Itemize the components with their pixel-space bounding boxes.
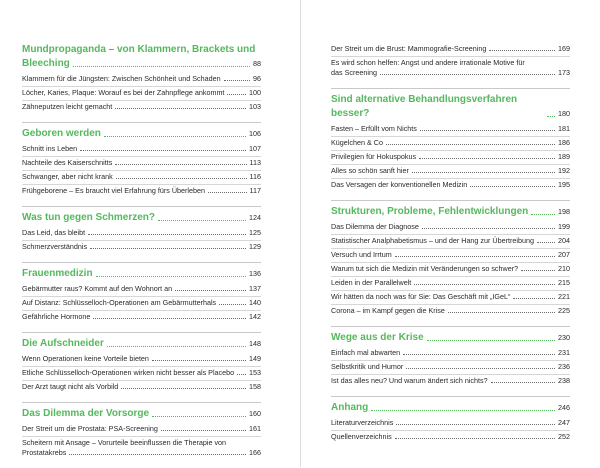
entry-label-line: Es wird schon helfen: Angst und andere irrationale Motive für (331, 58, 525, 67)
page-number: 129 (249, 242, 261, 251)
dot-leader (396, 424, 555, 425)
entry-label: Nachteile des Kaiserschnitts (22, 158, 113, 167)
page-number: 207 (558, 250, 570, 259)
dot-leader (88, 234, 246, 235)
section-title: Geboren werden (22, 128, 101, 139)
entry-label: Der Streit um die Prostata: PSA-Screening (22, 424, 158, 433)
page-number: 192 (558, 166, 570, 175)
toc-section (331, 326, 570, 386)
entry-label: Etliche Schlüsselloch-Operationen wirken nicht besser als Placebo (22, 368, 235, 377)
page-number: 221 (558, 292, 570, 301)
entry-label: Frühgeborene – Es braucht viel Erfahrung fürs Überleben (22, 186, 205, 195)
dot-leader (93, 318, 246, 319)
dot-leader (152, 360, 246, 361)
entry-label: Fasten – Erfüllt vom Nichts (331, 124, 417, 133)
entry-label: Literaturverzeichnis (331, 418, 394, 427)
dot-leader (427, 340, 555, 341)
toc-entry (331, 305, 570, 316)
page-number: 189 (558, 152, 570, 161)
dot-leader (422, 228, 555, 229)
dot-leader (395, 438, 555, 439)
toc-entry (331, 67, 570, 78)
page-number: 148 (249, 339, 261, 348)
page-number: 246 (558, 403, 570, 412)
entry-label: Gefährliche Hormone (22, 312, 91, 321)
section-title: Wege aus der Krise (331, 332, 424, 343)
section-title: Die Aufschneider (22, 338, 104, 349)
toc-entry (22, 87, 261, 101)
toc-entry (22, 185, 261, 196)
section-heading (331, 93, 570, 121)
dot-leader (386, 144, 555, 145)
toc-section (22, 43, 261, 112)
page-number: 88 (253, 59, 261, 68)
section-title-line (22, 43, 261, 57)
section-heading (331, 205, 570, 219)
entry-label: Das Leid, das bleibt (22, 228, 86, 237)
dot-leader (380, 74, 555, 75)
dot-leader (224, 80, 250, 81)
toc-entry (331, 221, 570, 235)
dot-leader (121, 388, 246, 389)
dot-leader (115, 164, 246, 165)
toc-entry (331, 347, 570, 361)
entry-label: Ist das alles neu? Und warum ändert sich nichts? (331, 376, 488, 385)
section-heading (22, 407, 261, 421)
toc-right-column (331, 43, 570, 452)
dot-leader (406, 368, 555, 369)
section-heading (22, 211, 261, 225)
dot-leader (531, 214, 555, 215)
page-number: 116 (249, 172, 261, 181)
dot-leader (219, 304, 246, 305)
entry-label: Alles so schön sanft hier (331, 166, 409, 175)
toc-entry (331, 235, 570, 249)
page-number: 117 (249, 186, 261, 195)
dot-leader (491, 382, 555, 383)
page-number: 113 (249, 158, 261, 167)
toc-continued-entries (331, 43, 570, 78)
toc-entry (331, 291, 570, 305)
dot-leader (80, 150, 246, 151)
page-number: 186 (558, 138, 570, 147)
dot-leader (412, 172, 555, 173)
page-number: 153 (249, 368, 261, 377)
section-heading (22, 127, 261, 141)
entry-label: Wir hätten da noch was für Sie: Das Geschäft mit „IGeL“ (331, 292, 511, 301)
entry-label: Kügelchen & Co (331, 138, 383, 147)
dot-leader (73, 66, 250, 67)
section-title: Was tun gegen Schmerzen? (22, 212, 155, 223)
entry-label: Corona – im Kampf gegen die Krise (331, 306, 445, 315)
dot-leader (107, 346, 246, 347)
dot-leader (395, 256, 555, 257)
page-number: 124 (249, 213, 261, 222)
page-number: 173 (558, 68, 570, 77)
toc-entry (22, 297, 261, 311)
toc-left-column (22, 43, 261, 468)
dot-leader (96, 276, 246, 277)
section-heading (331, 401, 570, 415)
dot-leader (403, 354, 555, 355)
entry-label: Klammern für die Jüngsten: Zwischen Schönheit und Schaden (22, 74, 221, 83)
toc-entry (22, 353, 261, 367)
page-number: 149 (249, 354, 261, 363)
page-number: 137 (249, 284, 261, 293)
section-title: Das Dilemma der Vorsorge (22, 408, 150, 419)
toc-entry (22, 367, 261, 381)
entry-label: Quellenverzeichnis (331, 432, 392, 441)
page-number: 103 (249, 102, 261, 111)
dot-leader (69, 454, 246, 455)
section-heading (331, 331, 570, 345)
toc-entry (331, 417, 570, 431)
dot-leader (489, 50, 555, 51)
toc-entry (22, 283, 261, 297)
page-number: 215 (558, 278, 570, 287)
entry-label: Der Streit um die Brust: Mammografie-Screening (331, 44, 487, 53)
page-number: 140 (249, 298, 261, 307)
section-title: Bleeching (22, 58, 70, 69)
toc-entry (331, 123, 570, 137)
dot-leader (104, 136, 246, 137)
toc-section (22, 402, 261, 458)
section-title: Sind alternative Behandlungsverfahren besser? (331, 94, 518, 119)
page-number: 204 (558, 236, 570, 245)
dot-leader (420, 130, 555, 131)
toc-entry (331, 361, 570, 375)
dot-leader (208, 192, 247, 193)
dot-leader (90, 248, 246, 249)
entry-label: Schmerzverständnis (22, 242, 88, 251)
dot-leader (158, 220, 246, 221)
entry-label: Das Versagen der konventionellen Medizin (331, 180, 468, 189)
toc-entry (331, 165, 570, 179)
page-number: 230 (558, 333, 570, 342)
dot-leader (513, 298, 555, 299)
toc-entry (331, 277, 570, 291)
entry-label: Selbstkritik und Humor (331, 362, 404, 371)
page-number: 252 (558, 432, 570, 441)
toc-section (331, 396, 570, 442)
page-number: 210 (558, 264, 570, 273)
toc-entry (331, 43, 570, 57)
page-number: 100 (249, 88, 261, 97)
toc-section (22, 206, 261, 252)
dot-leader (537, 242, 555, 243)
entry-label: Das Dilemma der Diagnose (331, 222, 419, 231)
page-number: 158 (249, 382, 261, 391)
dot-leader (175, 290, 246, 291)
entry-label: Warum tut sich die Medizin mit Veränderungen so schwer? (331, 264, 519, 273)
section-title: Anhang (331, 402, 369, 413)
section-heading (22, 337, 261, 351)
toc-section (331, 88, 570, 190)
entry-label: Schnitt ins Leben (22, 144, 78, 153)
dot-leader (152, 416, 246, 417)
page-number: 195 (558, 180, 570, 189)
toc-entry (22, 143, 261, 157)
toc-entry (22, 157, 261, 171)
entry-label-line: Scheitern mit Ansage – Vorurteile beeinflussen die Therapie von (22, 438, 227, 447)
page-number: 136 (249, 269, 261, 278)
dot-leader (521, 270, 555, 271)
toc-entry (22, 73, 261, 87)
page-number: 231 (558, 348, 570, 357)
section-title: Strukturen, Probleme, Fehlentwicklungen (331, 206, 529, 217)
page-number: 247 (558, 418, 570, 427)
entry-label: Gebärmutter raus? Kommt auf den Wohnort an (22, 284, 173, 293)
entry-label: Einfach mal abwarten (331, 348, 401, 357)
page-number: 238 (558, 376, 570, 385)
entry-label: Privilegien für Hokuspokus (331, 152, 417, 161)
toc-entry (22, 381, 261, 392)
toc-entry (331, 431, 570, 442)
entry-label: Schwanger, aber nicht krank (22, 172, 113, 181)
page-number: 161 (249, 424, 261, 433)
entry-label: Zähneputzen leicht gemacht (22, 102, 113, 111)
section-heading (22, 267, 261, 281)
toc-entry (22, 423, 261, 437)
entry-label: Der Arzt taugt nicht als Vorbild (22, 382, 119, 391)
page-number: 166 (249, 448, 261, 457)
toc-entry (331, 375, 570, 386)
page-number: 236 (558, 362, 570, 371)
dot-leader (547, 116, 555, 117)
dot-leader (414, 284, 555, 285)
page-number: 169 (558, 44, 570, 53)
entry-label: Auf Distanz: Schlüsselloch-Operationen am Gebärmutterhals (22, 298, 217, 307)
dot-leader (448, 312, 555, 313)
page-number: 106 (249, 129, 261, 138)
dot-leader (116, 178, 247, 179)
toc-entry (22, 447, 261, 458)
entry-label: Prostatakrebs (22, 448, 67, 457)
page-number: 181 (558, 124, 570, 133)
page-number: 107 (249, 144, 261, 153)
dot-leader (371, 410, 555, 411)
toc-entry (22, 227, 261, 241)
toc-entry (331, 263, 570, 277)
page-number: 96 (253, 74, 261, 83)
toc-entry (22, 101, 261, 112)
toc-entry (22, 171, 261, 185)
page-number: 142 (249, 312, 261, 321)
page-number: 180 (558, 109, 570, 118)
entry-label: Leiden in der Parallelwelt (331, 278, 412, 287)
section-heading (22, 57, 261, 71)
dot-leader (115, 108, 246, 109)
toc-entry (331, 249, 570, 263)
toc-section (22, 262, 261, 322)
toc-entry (22, 311, 261, 322)
dot-leader (161, 430, 246, 431)
page-number: 198 (558, 207, 570, 216)
toc-entry (331, 179, 570, 190)
gutter-divider (300, 0, 301, 467)
entry-label: Löcher, Karies, Plaque: Worauf es bei der Zahnpflege ankommt (22, 88, 225, 97)
toc-section (22, 122, 261, 196)
page-number: 160 (249, 409, 261, 418)
dot-leader (237, 374, 246, 375)
page-number: 199 (558, 222, 570, 231)
dot-leader (470, 186, 555, 187)
entry-label: Wenn Operationen keine Vorteile bieten (22, 354, 149, 363)
page-number: 125 (249, 228, 261, 237)
dot-leader (227, 94, 246, 95)
toc-entry (331, 151, 570, 165)
toc-entry (331, 137, 570, 151)
entry-label: Statistischer Analphabetismus – und der Hang zur Übertreibung (331, 236, 534, 245)
toc-section (22, 332, 261, 392)
section-title: Mundpropaganda – von Klammern, Brackets und (22, 44, 256, 55)
entry-label: das Screening (331, 68, 377, 77)
section-title: Frauenmedizin (22, 268, 93, 279)
toc-entry (22, 241, 261, 252)
page-number: 225 (558, 306, 570, 315)
toc-section (331, 200, 570, 316)
entry-label: Versuch und Irrtum (331, 250, 392, 259)
dot-leader (419, 158, 555, 159)
